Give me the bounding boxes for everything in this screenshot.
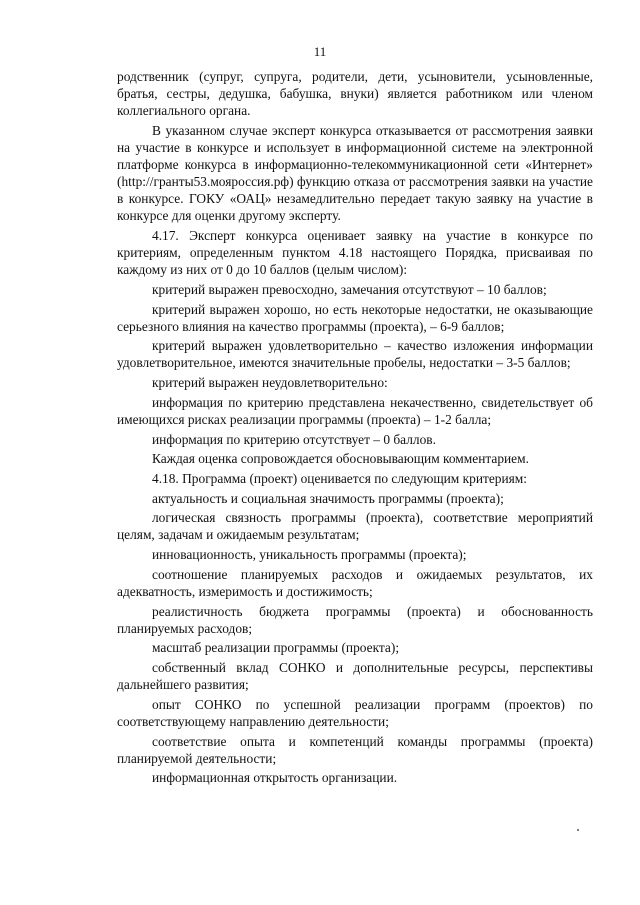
criterion-cost-results: соотношение планируемых расходов и ожидаемых результатов, их адекватность, измеримость и достижимость; [117,566,593,599]
criterion-experience: опыт СОНКО по успешной реализации программ (проектов) по соответствующему направлению деятельности; [117,696,593,729]
criterion-relevance: актуальность и социальная значимость программы (проекта); [152,490,504,506]
criterion-scale: масштаб реализации программы (проекта); [152,640,400,656]
criterion-team: соответствие опыта и компетенций команды программы (проекта) планируемой деятельности; [117,733,593,766]
score-item-satisfactory: критерий выражен удовлетворительно – качество изложения информации удовлетворительное, имеются значительные пробелы, недостатки – 3-5 баллов; [117,338,593,371]
score-item-absent: информация по критерию отсутствует – 0 баллов. [152,431,436,447]
criterion-coherence: логическая связность программы (проекта), соответствие мероприятий целям, задачам и ожидаемым результатам; [117,510,593,543]
score-item-poor-quality: информация по критерию представлена некачественно, свидетельствует об имеющихся рисках реализации программы (проекта) – 1-2 балла; [117,394,593,427]
body-text [117,68,593,789]
criterion-budget: реалистичность бюджета программы (проекта) и обоснованность планируемых расходов; [117,603,593,636]
score-item-good: критерий выражен хорошо, но есть некоторые недостатки, не оказывающие серьезного влияния на качество программы (проекта), – 6-9 баллов; [117,301,593,334]
paragraph-4-18: 4.18. Программа (проект) оценивается по следующим критериям: [152,471,528,486]
criterion-own-contribution: собственный вклад СОНКО и дополнительные ресурсы, перспективы дальнейшего развития; [117,660,593,693]
score-item-unsatisfactory: критерий выражен неудовлетворительно: [152,375,388,391]
paragraph-comment-note: Каждая оценка сопровождается обосновывающим комментарием. [152,451,529,467]
paragraph-continuation: родственник (супруг, супруга, родители, дети, усыновители, усыновленные, братья, сестры, дедушка, бабушка, внуки) является работником или членом коллегиального органа. [117,69,593,119]
paragraph-refusal-procedure: В указанном случае эксперт конкурса отказывается от рассмотрения заявки на участие в конкурсе и использует в информационной системе на электронной платформе конкурса в информационно-телекоммуникационной сети «Интернет» (http://гранты53.мояроссия.рф) функцию отказа от рассмотрения заявки на участие в конкурсе. ГОКУ «ОАЦ» незамедлительно передает такую заявку на участие в конкурсе для оценки другому эксперту. [117,122,593,224]
paragraph-4-17: 4.17. Эксперт конкурса оценивает заявку на участие в конкурсе по критериям, определенным пунктом 4.18 настоящего Порядка, присваивая по каждому из них от 0 до 10 баллов (целым числом): [117,228,593,278]
criterion-openness: информационная открытость организации. [152,770,398,786]
score-item-excellent: критерий выражен превосходно, замечания отсутствуют – 10 баллов; [152,281,547,297]
page-number: 11 [313,44,327,59]
criterion-innovation: инновационность, уникальность программы (проекта); [152,547,467,563]
scan-speck [577,829,579,831]
